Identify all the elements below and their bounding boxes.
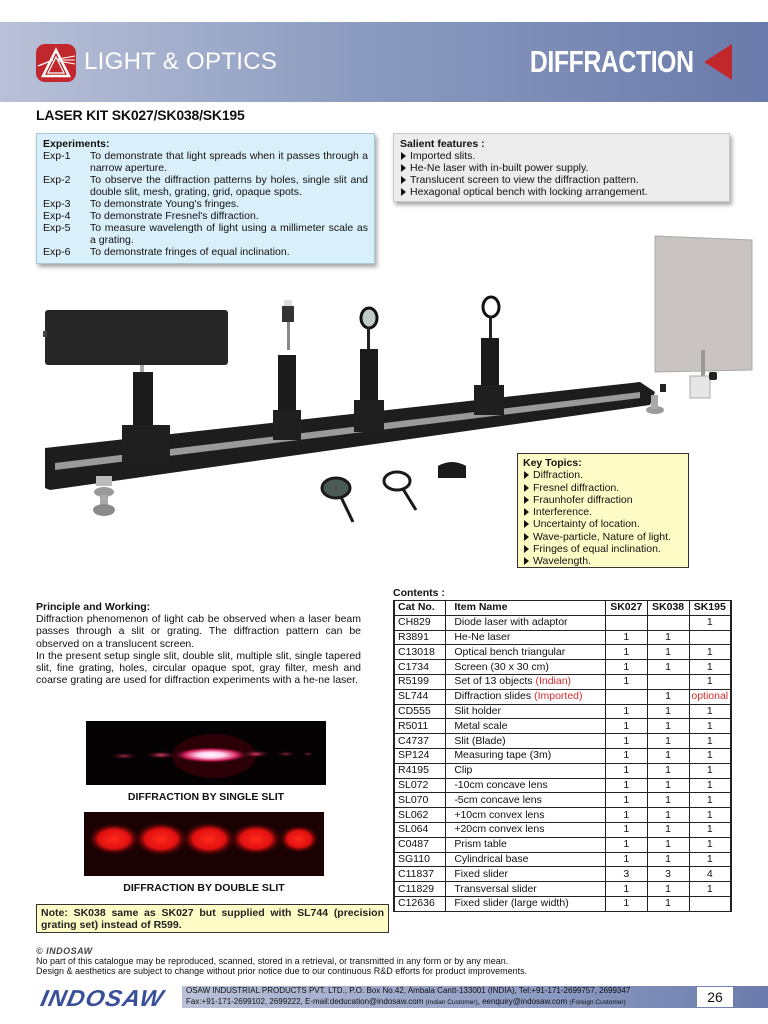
table-row [394,719,731,734]
indian-customer-tag: (Indian Customer) [425,998,478,1006]
sk195-qty-cell: 1 [689,882,731,897]
table-row [394,808,731,823]
sk195-qty-cell: 1 [689,793,731,808]
foreign-customer-tag: (Foreign Customer) [569,998,626,1006]
sk038-qty-cell: 1 [647,763,689,778]
experiment-text: To demonstrate fringes of equal inclination. [90,246,290,258]
item-name: Cylindrical base [454,852,529,865]
table-row [394,763,731,778]
feature-text: He-Ne laser with in-built power supply. [410,162,589,174]
topic-text: Fresnel diffraction. [533,481,620,494]
sk038-qty-cell [647,674,689,689]
item-name: Optical bench triangular [454,645,566,658]
contents-heading: Contents : [393,587,445,599]
sk038-qty-cell: 1 [647,896,689,911]
left-triangle-icon [704,44,732,80]
item-name-cell [446,808,606,823]
sk027-qty-cell: 1 [605,808,647,823]
sk195-qty-cell: 1 [689,660,731,675]
item-name: Measuring tape (3m) [454,749,552,762]
sk195-qty-cell: 1 [689,837,731,852]
sk195-qty-cell: 4 [689,867,731,882]
item-name: He-Ne laser [454,630,511,643]
sk195-qty-cell: 1 [689,808,731,823]
sk195-qty-cell: 1 [689,704,731,719]
sk027-qty-cell: 1 [605,896,647,911]
experiment-number: Exp-6 [43,246,71,258]
cat-no-cell: C0487 [394,837,446,852]
cat-no-cell: SG110 [394,852,446,867]
experiment-item [43,198,368,210]
product-title: LASER KIT SK027/SK038/SK195 [36,107,245,123]
feature-item [400,186,723,198]
sk195-qty-cell: 1 [689,645,731,660]
disclaimer-line: Design & aesthetics are subject to change without prior notice due to our continuous R&D efforts for product improvements. [36,966,528,976]
table-row [394,867,731,882]
sk027-qty-cell: 1 [605,630,647,645]
experiment-text: To measure wavelength of light using a millimeter scale as a grating. [90,222,368,246]
table-row [394,734,731,749]
salient-features-heading: Salient features : [400,138,485,150]
cat-no-cell: SL070 [394,793,446,808]
item-origin-tag: (Imported) [534,690,583,703]
item-name: Screen (30 x 30 cm) [454,660,549,673]
item-name-cell [446,822,606,837]
experiment-number: Exp-4 [43,210,71,222]
principle-paragraph: Diffraction phenomenon of light cab be observed when a laser beam passes through a slit or grating. The diffraction pattern can be observed on a translucent screen. [36,613,361,650]
table-row [394,704,731,719]
sk027-qty-cell: 1 [605,837,647,852]
bullet-arrow-icon [524,533,529,541]
cat-no-cell: C1734 [394,660,446,675]
item-name: Metal scale [454,719,508,732]
bullet-arrow-icon [524,471,529,479]
item-name: Fixed slider (large width) [454,897,569,910]
item-name: Fixed slider [454,867,508,880]
topic-item [523,543,683,555]
item-name-cell [446,778,606,793]
item-name-cell [446,793,606,808]
sk195-qty-cell: 1 [689,734,731,749]
sk027-qty-cell: 3 [605,867,647,882]
item-name: Clip [454,764,473,777]
topic-text: Wavelength. [533,555,591,568]
table-row [394,674,731,689]
cat-no-cell: C12636 [394,896,446,911]
topic-title: DIFFRACTION [530,44,694,79]
sk038-qty-cell: 3 [647,867,689,882]
bullet-arrow-icon [401,164,406,172]
fax-email-indian: Fax:+91-171-2699102, 2699222, E-mail:deducation@indosaw.com [186,996,426,1006]
cat-no-cell: SL072 [394,778,446,793]
feature-item [400,150,723,162]
cat-no-cell: CD555 [394,704,446,719]
sk038-qty-cell: 1 [647,822,689,837]
topic-text: Interference. [533,506,592,519]
item-name-cell [446,763,606,778]
cat-no-cell: SL062 [394,808,446,823]
item-name: -5cm concave lens [454,793,542,806]
copyright-notice [36,946,527,976]
experiment-item [43,210,368,222]
item-name: -10cm concave lens [454,778,548,791]
copyright-brand: © INDOSAW [36,946,93,956]
table-row [394,882,731,897]
sk027-qty-cell: 1 [605,882,647,897]
section-header-band [0,22,768,102]
key-topics-box [517,453,689,568]
sk195-qty-cell: optional [689,689,731,704]
bullet-arrow-icon [401,152,406,160]
feature-item [400,174,723,186]
sk038-qty-cell: 1 [647,852,689,867]
topic-item [523,482,683,494]
item-name: Diffraction slides [454,690,535,703]
experiment-text: To demonstrate Young's fringes. [90,198,240,210]
item-name-cell [446,630,606,645]
sk027-qty-cell: 1 [605,719,647,734]
table-row [394,748,731,763]
cat-no-cell: R4195 [394,763,446,778]
company-contact [186,986,630,1008]
sk038-qty-cell [647,615,689,630]
topic-item [523,469,683,481]
item-name-cell [446,660,606,675]
principle-paragraph: In the present setup single slit, double slit, multiple slit, single tapered slit, fine grating, holes, circular opaque spot, gray filter, mesh and coarse grating are used for diffraction experiments with a he-ne laser. [36,649,361,687]
sk027-qty-cell [605,615,647,630]
topic-text: Fraunhofer diffraction [533,493,633,506]
topic-item [523,506,683,518]
experiments-heading: Experiments: [43,138,110,150]
sk038-qty-cell: 1 [647,748,689,763]
column-header-sk027: SK027 [605,601,647,616]
experiment-text: To demonstrate that light spreads when it passes through a narrow aperture. [90,150,368,174]
experiment-number: Exp-3 [43,198,71,210]
contact-line [186,997,630,1009]
sk195-qty-cell: 1 [689,719,731,734]
topic-text: Wave-particle, Nature of light. [533,530,671,543]
sk027-qty-cell: 1 [605,822,647,837]
sk027-qty-cell: 1 [605,704,647,719]
principle-heading: Principle and Working: [36,601,151,613]
bullet-arrow-icon [524,557,529,565]
sk195-qty-cell: 1 [689,748,731,763]
bullet-arrow-icon [524,520,529,528]
table-row [394,615,731,630]
feature-text: Hexagonal optical bench with locking arrangement. [410,186,648,198]
principle-section [36,601,361,686]
bullet-arrow-icon [401,176,406,184]
item-name-cell [446,645,606,660]
column-header-sk038: SK038 [647,601,689,616]
table-row [394,630,731,645]
item-name-cell [446,719,606,734]
topic-item [523,518,683,530]
sk038-qty-cell: 1 [647,734,689,749]
item-name: Slit holder [454,704,502,717]
cat-no-cell: CH829 [394,615,446,630]
experiment-text: To observe the diffraction patterns by holes, single slit and double slit, mesh, grating, grid, opaque spots. [90,174,368,198]
sk038-qty-cell: 1 [647,630,689,645]
single-slit-pattern-image [86,721,326,785]
table-row [394,793,731,808]
sk027-qty-cell: 1 [605,645,647,660]
item-name-cell [446,837,606,852]
cat-no-cell: C13018 [394,645,446,660]
double-slit-pattern-image [84,812,324,876]
topic-text: Uncertainty of location. [533,518,640,531]
table-row [394,660,731,675]
sk195-qty-cell: 1 [689,778,731,793]
item-name-cell [446,896,606,911]
item-name: +10cm convex lens [454,808,545,821]
experiment-item [43,174,368,198]
double-slit-caption: DIFFRACTION BY DOUBLE SLIT [123,882,285,894]
note-box: Note: SK038 same as SK027 but supplied with SL744 (precision grating set) instead of R599. [36,904,389,933]
item-name-cell [446,674,606,689]
sk027-qty-cell: 1 [605,778,647,793]
topic-text: Fringes of equal inclination. [533,543,661,556]
cat-no-cell: SL744 [394,689,446,704]
sk195-qty-cell: 1 [689,615,731,630]
experiment-number: Exp-5 [43,222,71,234]
column-header-sk195: SK195 [689,601,731,616]
bullet-arrow-icon [401,188,406,196]
table-row [394,896,731,911]
column-header-item-name: Item Name [446,601,606,616]
sk027-qty-cell: 1 [605,660,647,675]
brand-logo: INDOSAW [38,985,167,1011]
sk027-qty-cell: 1 [605,852,647,867]
disclaimer-line: No part of this catalogue may be reproduced, scanned, stored in a retrieval, or transmitted in any form or by any mean. [36,956,509,966]
item-name: Slit (Blade) [454,734,506,747]
sk038-qty-cell: 1 [647,704,689,719]
topic-text: Diffraction. [533,469,583,482]
item-name: +20cm convex lens [454,823,545,836]
sk195-qty-cell: 1 [689,674,731,689]
sk027-qty-cell [605,689,647,704]
experiment-item [43,150,368,174]
item-name-cell [446,689,606,704]
feature-text: Translucent screen to view the diffraction pattern. [410,174,639,186]
item-name-cell [446,867,606,882]
item-name-cell [446,748,606,763]
key-topics-heading: Key Topics: [523,457,582,469]
cat-no-cell: R5011 [394,719,446,734]
sk038-qty-cell: 1 [647,882,689,897]
item-name: Diode laser with adaptor [454,616,568,629]
email-foreign: , eenquiry@indosaw.com [477,996,570,1006]
sk195-qty-cell [689,896,731,911]
item-origin-tag: (Indian) [535,675,572,688]
feature-item [400,162,723,174]
table-row [394,778,731,793]
item-name-cell [446,852,606,867]
topic-item [523,531,683,543]
sk195-qty-cell: 1 [689,822,731,837]
page-number: 26 [697,987,733,1007]
sk038-qty-cell: 1 [647,778,689,793]
bullet-arrow-icon [524,508,529,516]
table-row [394,645,731,660]
sk027-qty-cell: 1 [605,793,647,808]
single-slit-caption: DIFFRACTION BY SINGLE SLIT [127,791,285,803]
topic-item [523,494,683,506]
cat-no-cell: R5199 [394,674,446,689]
table-row [394,689,731,704]
item-name-cell [446,615,606,630]
sk038-qty-cell: 1 [647,645,689,660]
sk038-qty-cell: 1 [647,808,689,823]
experiment-number: Exp-2 [43,174,71,186]
table-row [394,837,731,852]
address-line: OSAW INDUSTRIAL PRODUCTS PVT. LTD., P.O. Box No.42, Ambala Cantt-133001 (INDIA), Tel:+91-171-2699757, 2699347 [186,986,631,995]
table-row [394,852,731,867]
table-header-row [394,601,731,616]
topic-item [523,555,683,567]
item-name-cell [446,882,606,897]
sk027-qty-cell: 1 [605,734,647,749]
sk038-qty-cell: 1 [647,793,689,808]
item-name: Set of 13 objects [454,675,536,688]
column-header-cat-no: Cat No. [394,601,446,616]
sk027-qty-cell: 1 [605,674,647,689]
sk038-qty-cell: 1 [647,660,689,675]
contents-table [393,600,732,912]
cat-no-cell: R3891 [394,630,446,645]
bullet-arrow-icon [524,496,529,504]
experiment-number: Exp-1 [43,150,71,162]
feature-text: Imported slits. [410,150,476,162]
cat-no-cell: SL064 [394,822,446,837]
section-title: LIGHT & OPTICS [84,48,278,75]
salient-features-box [393,133,730,202]
cat-no-cell: C4737 [394,734,446,749]
cat-no-cell: SP124 [394,748,446,763]
item-name-cell [446,704,606,719]
sk038-qty-cell: 1 [647,837,689,852]
bullet-arrow-icon [524,484,529,492]
cat-no-cell: C11837 [394,867,446,882]
sk195-qty-cell: 1 [689,852,731,867]
sk195-qty-cell [689,630,731,645]
bullet-arrow-icon [524,545,529,553]
prism-icon [36,44,76,82]
sk195-qty-cell: 1 [689,763,731,778]
item-name: Prism table [454,838,507,851]
item-name-cell [446,734,606,749]
sk038-qty-cell: 1 [647,719,689,734]
sk027-qty-cell: 1 [605,763,647,778]
sk027-qty-cell: 1 [605,748,647,763]
sk038-qty-cell: 1 [647,689,689,704]
table-row [394,822,731,837]
cat-no-cell: C11829 [394,882,446,897]
experiment-text: To demonstrate Fresnel's diffraction. [90,210,259,222]
item-name: Transversal slider [454,882,537,895]
